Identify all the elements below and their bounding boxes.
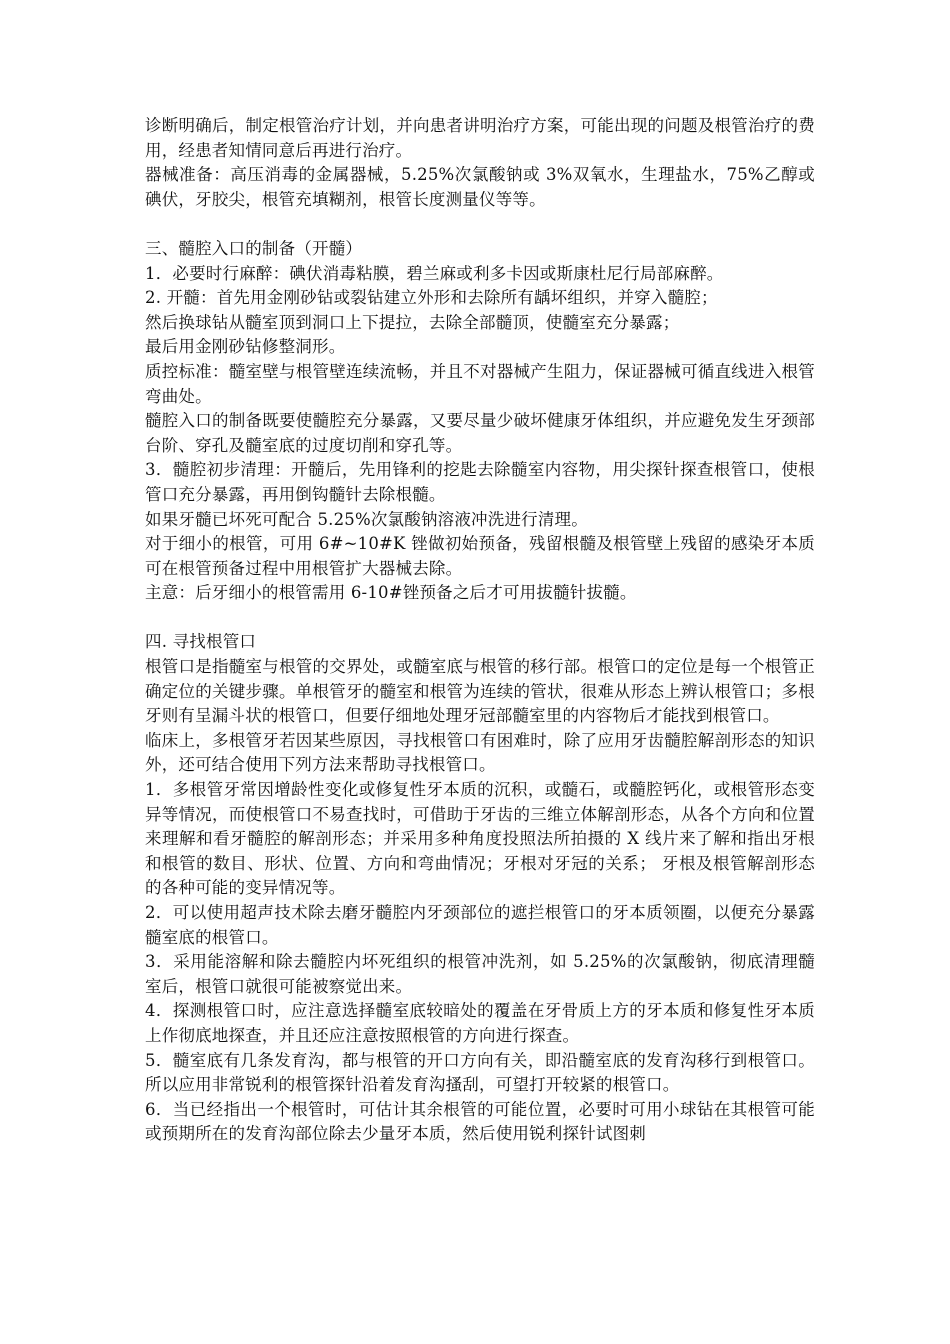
document-body [145,114,815,1147]
paragraph: 对于细小的根管，可用 6#~10#K 锉做初始预备，残留根髓及根管壁上残留的感染牙本质可在根管预备过程中用根管扩大器械去除。 [145,534,815,578]
paragraph: 6．当已经指出一个根管时，可估计其余根管的可能位置，必要时可用小球钻在其根管可能或预期所在的发育沟部位除去少量牙本质，然后使用锐利探针试图刺 [145,1099,815,1144]
paragraph: 如果牙髓已坏死可配合 5.25%次氯酸钠溶液冲洗进行清理。 [145,509,588,529]
paragraph: 3．髓腔初步清理：开髓后，先用锋利的挖匙去除髓室内容物，用尖探针探查根管口，使根管口充分暴露，再用倒钩髓针去除根髓。 [145,460,815,504]
paragraph: 髓腔入口的制备既要使髓腔充分暴露，又要尽量少破坏健康牙体组织，并应避免发生牙颈部台阶、穿孔及髓室底的过度切削和穿孔等。 [145,411,815,455]
section-heading-3: 三、髓腔入口的制备（开髓） [145,238,363,258]
paragraph: 质控标准：髓室壁与根管壁连续流畅，并且不对器械产生阻力，保证器械可循直线进入根管弯曲处。 [145,361,815,406]
paragraph: 诊断明确后，制定根管治疗计划，并向患者讲明治疗方案，可能出现的问题及根管治疗的费用，经患者知情同意后再进行治疗。 [145,116,815,160]
blank-line [145,212,815,237]
paragraph: 器械准备：高压消毒的金属器械，5.25%次氯酸钠或 3%双氧水，生理盐水，75%乙醇或碘伏，牙胶尖，根管充填糊剂，根管长度测量仪等等。 [145,165,815,209]
paragraph: 1．多根管牙常因增龄性变化或修复性牙本质的沉积，或髓石，或髓腔钙化，或根管形态变异等情况，而使根管口不易查找时，可借助于牙齿的三维立体解剖形态，从各个方向和位置来理解和看牙髓腔的解剖形态；并采用多种角度投照法所拍摄的 X 线片来了解和指出牙根和根管的数目、形状、位置、方向和弯曲情况；牙根对牙冠的关系； 牙根及根管解剖形态的各种可能的变异情况等。 [145,780,815,898]
paragraph: 临床上，多根管牙若因某些原因，寻找根管口有困难时，除了应用牙齿髓腔解剖形态的知识外，还可结合使用下列方法来帮助寻找根管口。 [145,730,815,775]
paragraph: 主意：后牙细小的根管需用 6-10#锉预备之后才可用拔髓针拔髓。 [145,583,637,603]
blank-line [145,606,815,631]
paragraph: 1．必要时行麻醉：碘伏消毒粘膜，碧兰麻或利多卡因或斯康杜尼行局部麻醉。 [145,263,724,283]
paragraph: 4．探测根管口时，应注意选择髓室底较暗处的覆盖在牙骨质上方的牙本质和修复性牙本质上作彻底地探查，并且还应注意按照根管的方向进行探查。 [145,1001,815,1045]
section-heading-4: 四. 寻找根管口 [145,632,257,652]
paragraph: 2. 开髓：首先用金刚砂钻或裂钻建立外形和去除所有龋坏组织，并穿入髓腔； [145,288,718,308]
paragraph: 最后用金刚砂钻修整洞形。 [145,337,346,357]
paragraph: 3．采用能溶解和除去髓腔内坏死组织的根管冲洗剂，如 5.25%的次氯酸钠，彻底清理髓室后，根管口就很可能被察觉出来。 [145,952,815,996]
paragraph: 根管口是指髓室与根管的交界处，或髓室底与根管的移行部。根管口的定位是每一个根管正确定位的关键步骤。单根管牙的髓室和根管为连续的管状，很难从形态上辨认根管口；多根牙则有呈漏斗状的根管口，但要仔细地处理牙冠部髓室里的内容物后才能找到根管口。 [145,657,815,726]
paragraph: 2．可以使用超声技术除去磨牙髓腔内牙颈部位的遮拦根管口的牙本质领圈，以便充分暴露髓室底的根管口。 [145,903,815,947]
paragraph: 5．髓室底有几条发育沟，都与根管的开口方向有关，即沿髓室底的发育沟移行到根管口。所以应用非常锐利的根管探针沿着发育沟搔刮，可望打开较紧的根管口。 [145,1050,815,1095]
paragraph: 然后换球钻从髓室顶到洞口上下提拉，去除全部髓顶，使髓室充分暴露； [145,312,680,332]
